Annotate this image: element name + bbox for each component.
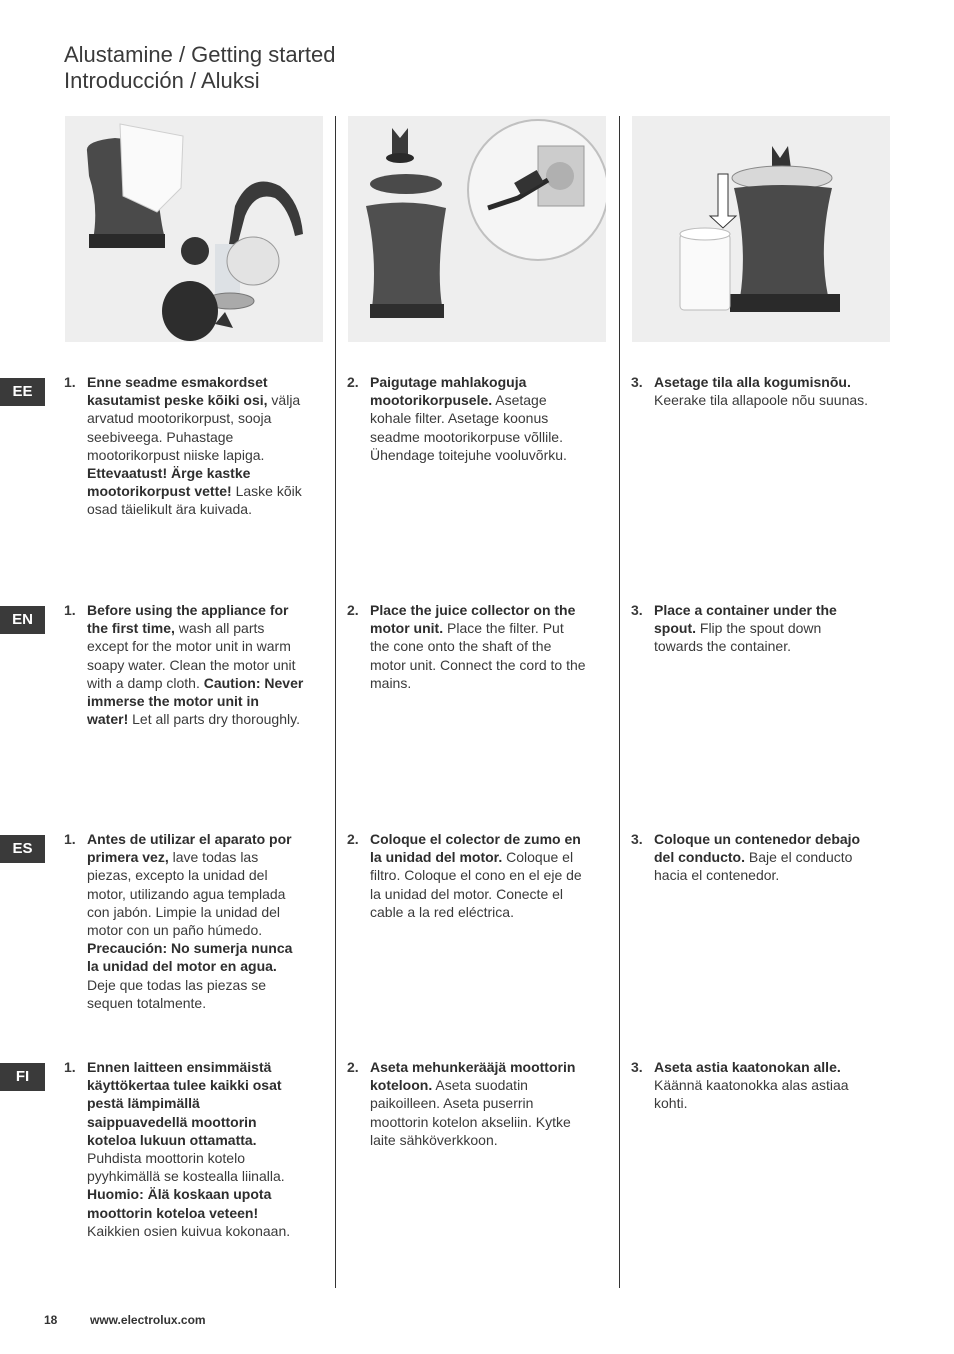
step-bold: Place the juice collector on the motor unit. — [370, 602, 576, 637]
step-bold: Aseta mehunkerääjä moottorin koteloon. — [370, 1059, 576, 1094]
step-es-3 — [631, 830, 871, 885]
step-fi-2 — [347, 1058, 587, 1149]
juicer-container-illustration — [632, 116, 890, 342]
step-text: Baje el conducto hacia el contenedor. — [654, 849, 853, 884]
step-text: välja arvatud mootorikorpust, sooja seebiveega. Puhastage mootorikorpust niiske lapiga. — [87, 392, 301, 463]
step-bold: Antes de utilizar el aparato por primera vez, — [87, 831, 292, 866]
step-bold: Paigutage mahlakoguja mootorikorpusele. — [370, 374, 527, 409]
lang-tab-fi: FI — [0, 1063, 45, 1091]
step-number: 1. — [64, 1059, 76, 1075]
lang-tab-ee: EE — [0, 378, 45, 406]
step-ee-1 — [64, 373, 304, 519]
step-text: Asetage kohale filter. Asetage koonus seadme mootorikorpuse võllile. Ühendage toitejuhe vooluvõrku. — [370, 392, 567, 463]
step-bold: Coloque un contenedor debajo del conducto. — [654, 831, 861, 866]
step-number: 1. — [64, 374, 76, 390]
page-title — [64, 42, 335, 94]
step-caution: Caution: Never immerse the motor unit in water! — [87, 674, 304, 728]
step-text: Puhdista moottorin kotelo pyyhkimällä se kostealla liinalla. — [87, 1150, 285, 1185]
step-number: 1. — [64, 831, 76, 847]
step-fi-3 — [631, 1058, 871, 1113]
step-number: 2. — [347, 1059, 359, 1075]
step-caution: Precaución: No sumerja nunca la unidad del motor en agua. — [87, 940, 293, 975]
step-en-2 — [347, 601, 587, 692]
step-ee-3 — [631, 373, 871, 409]
column-divider-2 — [619, 116, 620, 1288]
juicer-assembly-illustration — [348, 116, 606, 342]
step-bold: Aseta astia kaatonokan alle. — [654, 1059, 841, 1075]
step-en-3 — [631, 601, 871, 656]
step-es-2 — [347, 830, 587, 921]
step-text: Käännä kaatonokka alas astiaa kohti. — [654, 1077, 849, 1112]
step-es-1 — [64, 830, 304, 1012]
step-number: 3. — [631, 374, 643, 390]
lang-tab-en: EN — [0, 606, 45, 634]
step-number: 2. — [347, 374, 359, 390]
column-divider-1 — [335, 116, 336, 1288]
step-bold: Enne seadme esmakordset kasutamist peske kõiki osi, — [87, 374, 268, 409]
title-line-1: Alustamine / Getting started — [64, 42, 336, 67]
step-text: Flip the spout down towards the container. — [654, 620, 822, 655]
step-number: 3. — [631, 831, 643, 847]
step-bold: Coloque el colector de zumo en la unidad del motor. — [370, 831, 581, 866]
step-bold: Place a container under the spout. — [654, 602, 837, 637]
step-bold: Ennen laitteen ensimmäistä käyttökertaa tulee kaikki osat pestä lämpimällä saippuavedellä moottorin koteloa lukuun ottamatta. — [87, 1059, 282, 1148]
step-text-end: Let all parts dry thoroughly. — [128, 711, 300, 728]
step-number: 1. — [64, 602, 76, 618]
step-caution: Huomio: Älä koskaan upota moottorin koteloa veteen! — [87, 1186, 272, 1221]
step-text-end: Kaikkien osien kuivua kokonaan. — [87, 1222, 291, 1239]
step-text: Aseta suodatin paikoilleen. Aseta puserrin moottorin kotelon akseliin. Kytke laite sähköverkkoon. — [370, 1077, 571, 1148]
step-bold: Before using the appliance for the first time, — [87, 602, 289, 637]
step-number: 2. — [347, 602, 359, 618]
step-text-end: Laske kõik osad täielikult ära kuivada. — [87, 483, 302, 518]
step-en-1 — [64, 601, 304, 728]
step-ee-2 — [347, 373, 587, 464]
step-fi-1 — [64, 1058, 304, 1240]
step-number: 2. — [347, 831, 359, 847]
step-number: 3. — [631, 1059, 643, 1075]
juicer-washing-illustration — [65, 116, 323, 342]
step-text: Keerake tila allapoole nõu suunas. — [654, 392, 869, 409]
step-text: wash all parts except for the motor unit in warm soapy water. Clean the motor unit with a damp cloth. — [87, 620, 296, 691]
step-text: lave todas las piezas, excepto la unidad del motor, utilizando agua templada con jabón. Limpie la unidad del motor con un paño húmedo. — [87, 849, 286, 939]
step-bold: Asetage tila alla kogumisnõu. — [654, 374, 851, 390]
step-caution: Ettevaatust! Ärge kastke mootorikorpust vette! — [87, 465, 251, 500]
step-text: Place the filter. Put the cone onto the shaft of the motor unit. Connect the cord to the mains. — [370, 620, 586, 691]
page-number: 18 — [44, 1313, 58, 1327]
step-text-end: Deje que todas las piezas se sequen totalmente. — [87, 976, 266, 1011]
step-text: Coloque el filtro. Coloque el cono en el eje de la unidad del motor. Conecte el cable a la red eléctrica. — [370, 849, 582, 920]
website-link[interactable]: www.electrolux.com — [90, 1313, 206, 1327]
step-number: 3. — [631, 602, 643, 618]
lang-tab-es: ES — [0, 835, 45, 863]
title-line-2: Introducción / Aluksi — [64, 68, 260, 93]
